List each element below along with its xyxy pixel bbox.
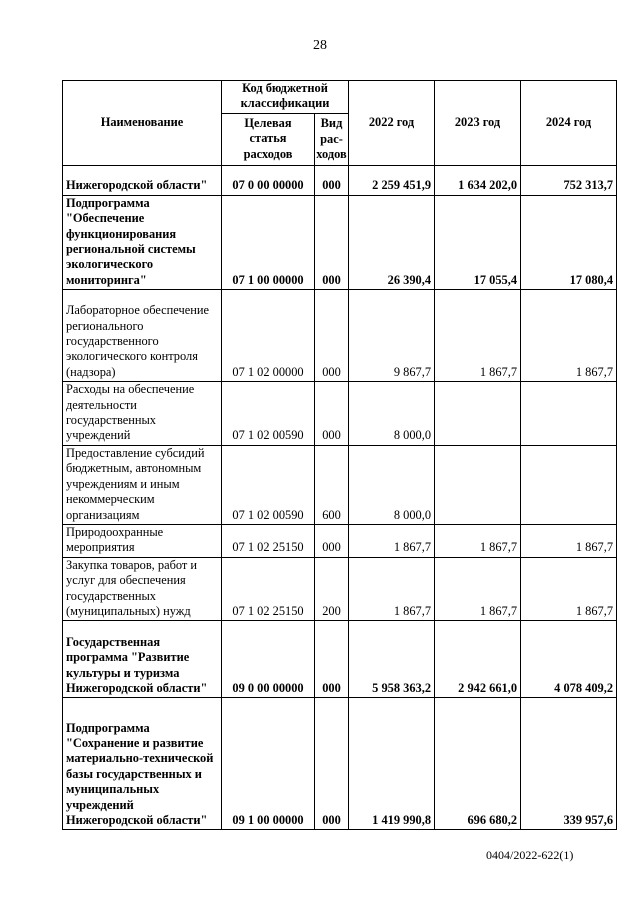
row-value-2022: 1 867,7: [349, 557, 435, 621]
row-value-2024: 17 080,4: [521, 195, 617, 289]
row-value-2022: 2 259 451,9: [349, 165, 435, 195]
row-expense-type: 000: [315, 290, 349, 382]
row-value-2022: 26 390,4: [349, 195, 435, 289]
table-row: [63, 290, 617, 382]
row-value-2022: 5 958 363,2: [349, 621, 435, 698]
row-value-2024: 1 867,7: [521, 290, 617, 382]
row-name: Нижегородской области": [63, 165, 222, 195]
row-value-2023: 1 867,7: [435, 290, 521, 382]
header-kbk: Код бюджетной классификации: [222, 81, 349, 114]
row-value-2024: 1 867,7: [521, 557, 617, 621]
row-name: Государственная программа "Развитие культуры и туризма Нижегородской области": [63, 621, 222, 698]
row-value-2022: 8 000,0: [349, 445, 435, 524]
header-expense-type: Вид рас-ходов: [315, 113, 349, 165]
row-name: Лабораторное обеспечение регионального государственного экологического контроля (надзора): [63, 290, 222, 382]
header-2024: 2024 год: [521, 81, 617, 166]
table-row: [63, 524, 617, 557]
row-name: Природоохранные мероприятия: [63, 524, 222, 557]
row-name: Расходы на обеспечение деятельности государственных учреждений: [63, 382, 222, 446]
document-code: 0404/2022-622(1): [486, 848, 574, 862]
table-row: [63, 557, 617, 621]
row-value-2023: 1 634 202,0: [435, 165, 521, 195]
table-row: [63, 165, 617, 195]
row-value-2022: 8 000,0: [349, 382, 435, 446]
row-name: Подпрограмма "Обеспечение функционирования региональной системы экологического мониторинга": [63, 195, 222, 289]
header-2022: 2022 год: [349, 81, 435, 166]
table-row: [63, 698, 617, 830]
table-row: [63, 382, 617, 446]
row-expense-type: 600: [315, 445, 349, 524]
row-value-2024: 4 078 409,2: [521, 621, 617, 698]
row-expense-type: 200: [315, 557, 349, 621]
budget-table: [62, 80, 617, 830]
row-value-2023: [435, 445, 521, 524]
row-target-article: 09 1 00 00000: [222, 698, 315, 830]
row-value-2022: 9 867,7: [349, 290, 435, 382]
header-2023: 2023 год: [435, 81, 521, 166]
row-name: Закупка товаров, работ и услуг для обеспечения государственных (муниципальных) нужд: [63, 557, 222, 621]
row-name: Предоставление субсидий бюджетным, автономным учреждениям и иным некоммерческим организациям: [63, 445, 222, 524]
row-value-2023: 1 867,7: [435, 557, 521, 621]
row-value-2023: 696 680,2: [435, 698, 521, 830]
row-target-article: 07 1 02 00590: [222, 382, 315, 446]
row-target-article: 07 1 02 25150: [222, 557, 315, 621]
row-expense-type: 000: [315, 165, 349, 195]
row-target-article: 07 1 02 00590: [222, 445, 315, 524]
row-target-article: 07 0 00 00000: [222, 165, 315, 195]
row-expense-type: 000: [315, 524, 349, 557]
table-row: [63, 445, 617, 524]
header-name: Наименование: [63, 81, 222, 166]
row-expense-type: 000: [315, 195, 349, 289]
row-value-2024: [521, 382, 617, 446]
row-value-2024: [521, 445, 617, 524]
row-value-2024: 752 313,7: [521, 165, 617, 195]
row-value-2023: 17 055,4: [435, 195, 521, 289]
row-expense-type: 000: [315, 698, 349, 830]
table-row: [63, 195, 617, 289]
row-target-article: 07 1 00 00000: [222, 195, 315, 289]
row-name: Подпрограмма "Сохранение и развитие материально-технической базы государственных и муниципальных учреждений Нижегородской области": [63, 698, 222, 830]
row-target-article: 07 1 02 00000: [222, 290, 315, 382]
row-value-2024: 1 867,7: [521, 524, 617, 557]
row-target-article: 07 1 02 25150: [222, 524, 315, 557]
header-target-article: Целевая статья расходов: [222, 113, 315, 165]
row-value-2023: [435, 382, 521, 446]
row-target-article: 09 0 00 00000: [222, 621, 315, 698]
row-value-2022: 1 867,7: [349, 524, 435, 557]
row-value-2023: 1 867,7: [435, 524, 521, 557]
row-expense-type: 000: [315, 382, 349, 446]
row-value-2022: 1 419 990,8: [349, 698, 435, 830]
row-value-2023: 2 942 661,0: [435, 621, 521, 698]
table-row: [63, 621, 617, 698]
row-value-2024: 339 957,6: [521, 698, 617, 830]
page-number: 28: [313, 38, 327, 53]
row-expense-type: 000: [315, 621, 349, 698]
